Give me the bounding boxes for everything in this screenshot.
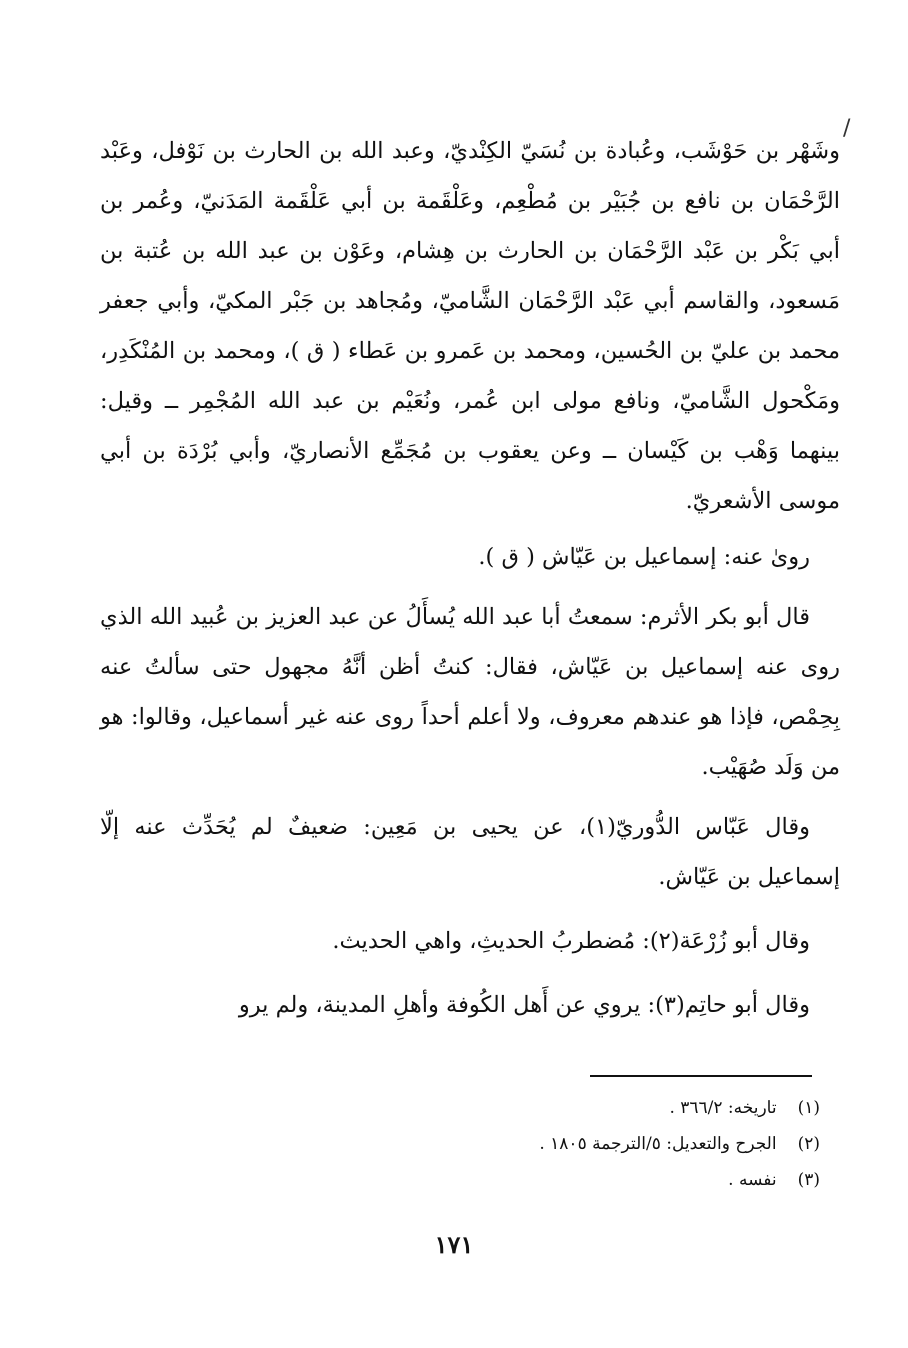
paragraph-transmitters: رویٰ عنه: إسماعيل بن عَيّاش ( ق ). — [478, 544, 810, 570]
footnote-item — [300, 1126, 820, 1162]
paragraph-abu-zura: وقال أبو زُرْعَة(٢): مُضطربُ الحديثِ، واهي الحديث. — [332, 928, 810, 954]
footnote-number: (٣) — [797, 1170, 820, 1190]
page-number: ١٧١ — [434, 1230, 474, 1259]
footnote-item — [300, 1090, 820, 1126]
paragraph-athram: قال أبو بكر الأثرم: سمعتُ أبا عبد الله يُسأَلُ عن عبد العزيز بن عُبيد الله الذي روى عنه إسماعيل بن عَيّاش، فقال: كنتُ أظن أنَّهُ مجهول حتى سألتُ عنه بِحِمْص، فإذا هو عندهم معروف، ولا أعلم أحداً روى عنه غير أسماعيل، وقالوا: هو من وَلَد صُهَيْب. — [100, 604, 840, 780]
footnote-text: الجرح والتعديل: ٥/الترجمة ١٨٠٥ . — [539, 1134, 777, 1154]
footnotes — [300, 1090, 820, 1198]
footnote-separator — [590, 1075, 812, 1077]
margin-mark: / — [843, 116, 851, 141]
footnote-item — [300, 1162, 820, 1198]
main-text — [100, 126, 840, 1030]
footnote-text: تاريخه: ٣٦٦/٢ . — [669, 1098, 777, 1118]
paragraph-duri: وقال عَبّاس الدُّوريّ(١)، عن يحيى بن مَعِين: ضعيفٌ لم يُحَدِّث عنه إلّا إسماعيل بن عَيّاش. — [100, 814, 840, 890]
footnote-number: (٢) — [797, 1134, 820, 1154]
footnote-number: (١) — [797, 1098, 820, 1118]
footnote-text: نفسه . — [728, 1170, 777, 1190]
paragraph-narrators-list: وشَهْر بن حَوْشَب، وعُبادة بن نُسَيّ الكِنْديّ، وعبد الله بن الحارث بن نَوْفل، وعَبْد الرَّحْمَان بن نافع بن جُبَيْر بن مُطْعِم، وعَلْقَمة بن أبي عَلْقَمة المَدَنيّ، وعُمر بن أبي بَكْر بن عَبْد الرَّحْمَان بن الحارث بن هِشام، وعَوْن بن عبد الله بن عُتبة بن مَسعود، والقاسم أبي عَبْد الرَّحْمَان الشَّاميّ، ومُجاهد بن جَبْر المكيّ، وأبي جعفر محمد بن عليّ بن الحُسين، ومحمد بن عَمرو بن عَطاء ( ق )، ومحمد بن المُنْكَدِر، ومَكْحول الشَّاميّ، ونافع مولى ابن عُمر، ونُعَيْم بن عبد الله المُجْمِر ــ وقيل: بينهما وَهْب بن كَيْسان ــ وعن يعقوب بن مُجَمِّع الأنصاريّ، وأبي بُرْدَة بن أبي موسى الأشعريّ. — [100, 138, 840, 514]
paragraph-abu-hatim: وقال أبو حاتِم(٣): يروي عن أَهل الكُوفة وأهلِ المدينة، ولم يرو — [238, 992, 810, 1018]
